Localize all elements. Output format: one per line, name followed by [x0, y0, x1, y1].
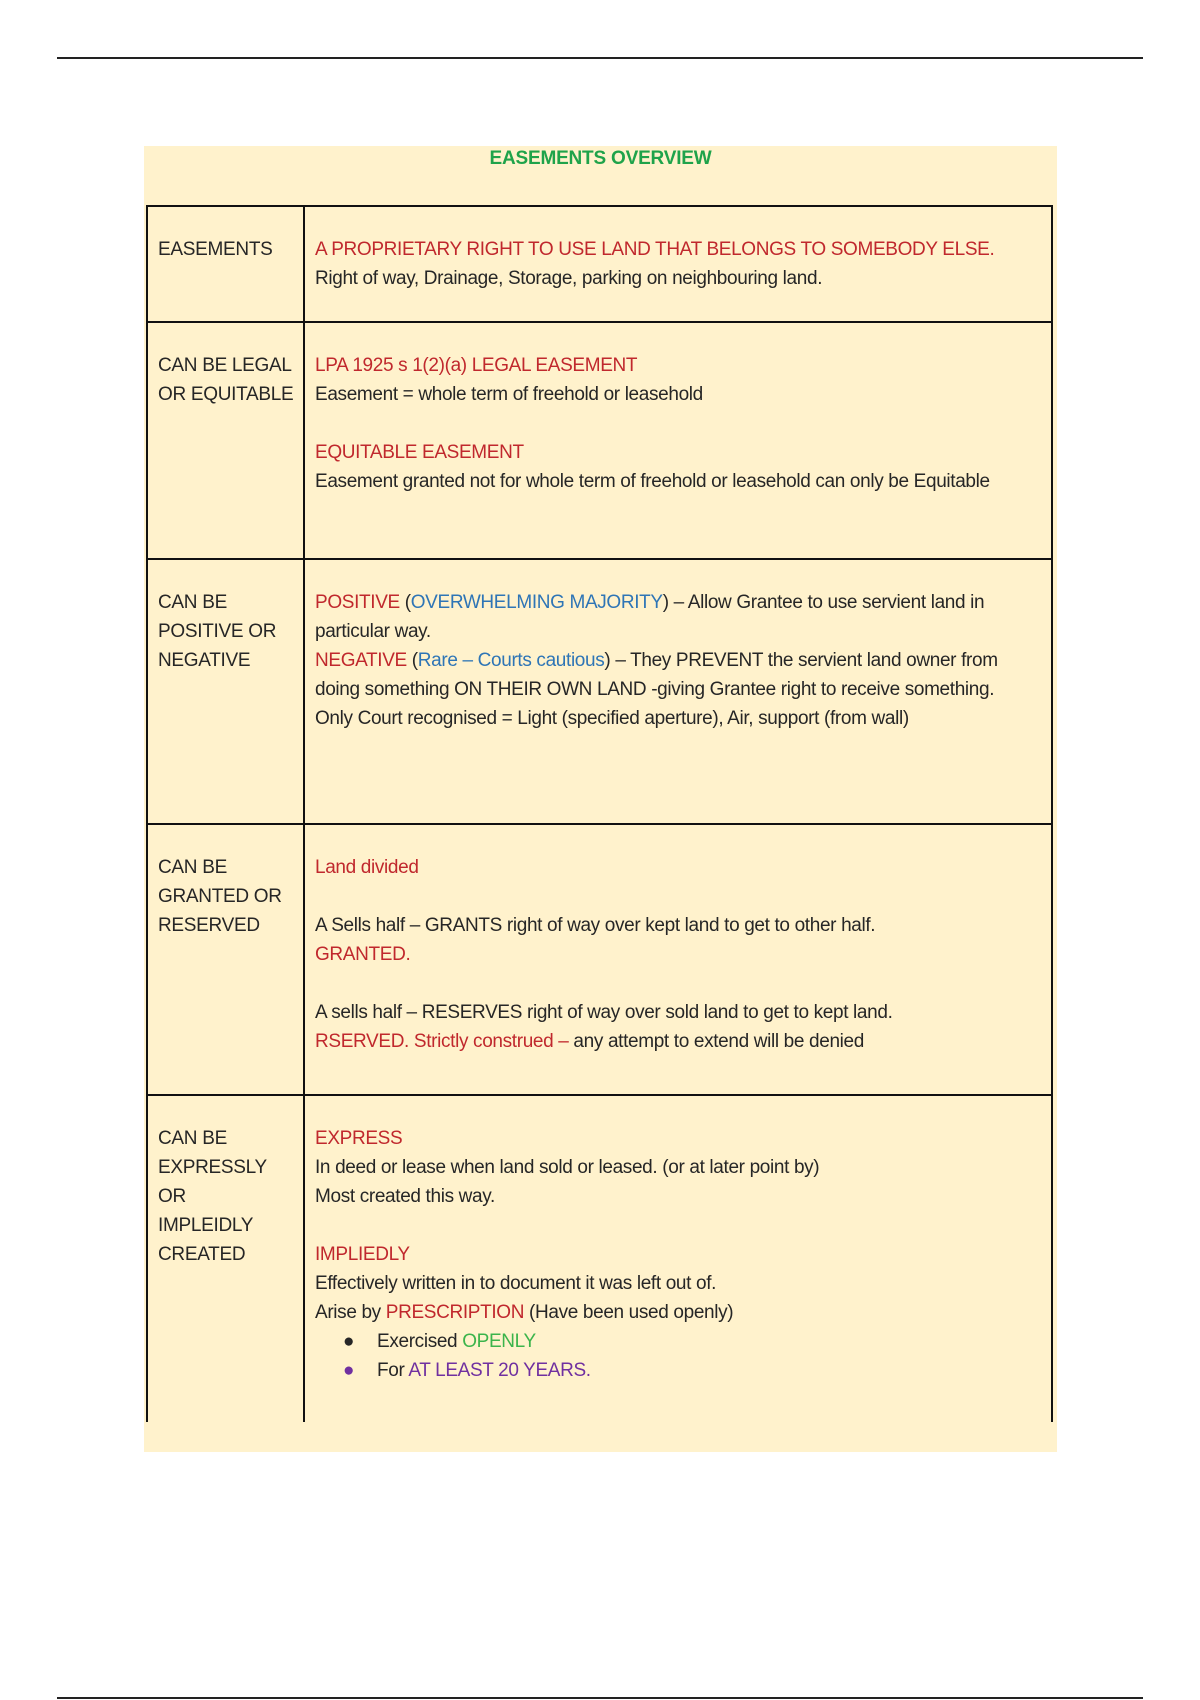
row-label: EASEMENTS	[148, 207, 305, 321]
implied-line-1: Effectively written in to document it was left out of.	[315, 1273, 717, 1294]
footer-rule	[57, 1697, 1143, 1699]
reserve-tail: any attempt to extend will be denied	[568, 1031, 864, 1052]
table-row-positive-negative	[146, 558, 1053, 823]
table-row-easements	[146, 205, 1053, 321]
negative-text: – They PREVENT the servient land owner from doing something ON THEIR OWN LAND -giving Grantee right to receive something.	[315, 650, 998, 700]
examples-line: Right of way, Drainage, Storage, parking on neighbouring land.	[315, 268, 823, 289]
reserve-detail	[315, 1027, 1041, 1056]
reserved-term: RSERVED. Strictly construed –	[315, 1031, 569, 1052]
reserve-line: A sells half – RESERVES right of way over sold land to get to kept land.	[315, 1002, 893, 1023]
negative-note: Rare – Courts cautious	[417, 650, 605, 671]
row-content	[305, 1096, 1051, 1422]
row-label: CAN BE POSITIVE OR NEGATIVE	[148, 560, 305, 823]
bullet-term: OPENLY	[462, 1331, 536, 1352]
land-divided-heading: Land divided	[315, 857, 419, 878]
implied-line-2	[315, 1298, 1041, 1327]
row-label: CAN BE GRANTED OR RESERVED	[148, 825, 305, 1094]
row-label: CAN BE EXPRESSLY OR IMPLEIDLY CREATED	[148, 1096, 305, 1422]
prescription-term: PRESCRIPTION	[385, 1302, 525, 1323]
table-row-legal-equitable	[146, 321, 1053, 558]
implied-heading: IMPLIEDLY	[315, 1244, 410, 1265]
express-heading: EXPRESS	[315, 1128, 403, 1149]
list-item	[343, 1356, 1041, 1385]
table-row-express-implied	[146, 1094, 1053, 1422]
equitable-line: Easement granted not for whole term of freehold or leasehold can only be Equitable	[315, 471, 990, 492]
header-rule	[57, 57, 1143, 59]
legal-heading: LPA 1925 s 1(2)(a) LEGAL EASEMENT	[315, 355, 638, 376]
grant-line: A Sells half – GRANTS right of way over kept land to get to other half.	[315, 915, 876, 936]
prescription-suffix: (Have been used openly)	[524, 1302, 734, 1323]
court-recognised-line: Only Court recognised = Light (specified aperture), Air, support (from wall)	[315, 708, 909, 729]
row-label: CAN BE LEGAL OR EQUITABLE	[148, 323, 305, 558]
positive-text: – Allow Grantee to use servient land in particular way.	[315, 592, 985, 642]
express-line-2: Most created this way.	[315, 1186, 495, 1207]
bullet-icon: ●	[343, 1360, 355, 1381]
bullet-term: AT LEAST 20 YEARS.	[408, 1360, 591, 1381]
granted-term: GRANTED.	[315, 944, 411, 965]
bullet-icon: ●	[343, 1331, 355, 1352]
row-content	[305, 825, 1051, 1094]
definition-heading: A PROPRIETARY RIGHT TO USE LAND THAT BELONGS TO SOMEBODY ELSE.	[315, 239, 995, 260]
table-row-granted-reserved	[146, 823, 1053, 1094]
positive-paragraph: POSITIVE (OVERWHELMING MAJORITY) – Allow Grantee to use servient land in particular way.	[315, 592, 985, 642]
express-line-1: In deed or lease when land sold or leased. (or at later point by)	[315, 1157, 820, 1178]
bullet-prefix: For	[377, 1360, 409, 1381]
positive-note: OVERWHELMING MAJORITY	[410, 592, 663, 613]
equitable-heading: EQUITABLE EASEMENT	[315, 442, 524, 463]
easements-overview-panel	[144, 146, 1057, 1452]
row-content	[305, 560, 1051, 823]
prescription-prefix: Arise by	[315, 1302, 386, 1323]
negative-paragraph: NEGATIVE (Rare – Courts cautious) – They PREVENT the servient land owner from doing something ON THEIR OWN LAND -giving Grantee right to receive something.	[315, 650, 998, 700]
row-content	[305, 207, 1051, 321]
negative-term: NEGATIVE	[315, 650, 407, 671]
prescription-requirements-list	[315, 1327, 1041, 1385]
bullet-prefix: Exercised	[377, 1331, 463, 1352]
positive-term: POSITIVE	[315, 592, 400, 613]
list-item	[343, 1327, 1041, 1356]
page-title: EASEMENTS OVERVIEW	[489, 148, 712, 169]
row-content	[305, 323, 1051, 558]
legal-line: Easement = whole term of freehold or leasehold	[315, 384, 703, 405]
